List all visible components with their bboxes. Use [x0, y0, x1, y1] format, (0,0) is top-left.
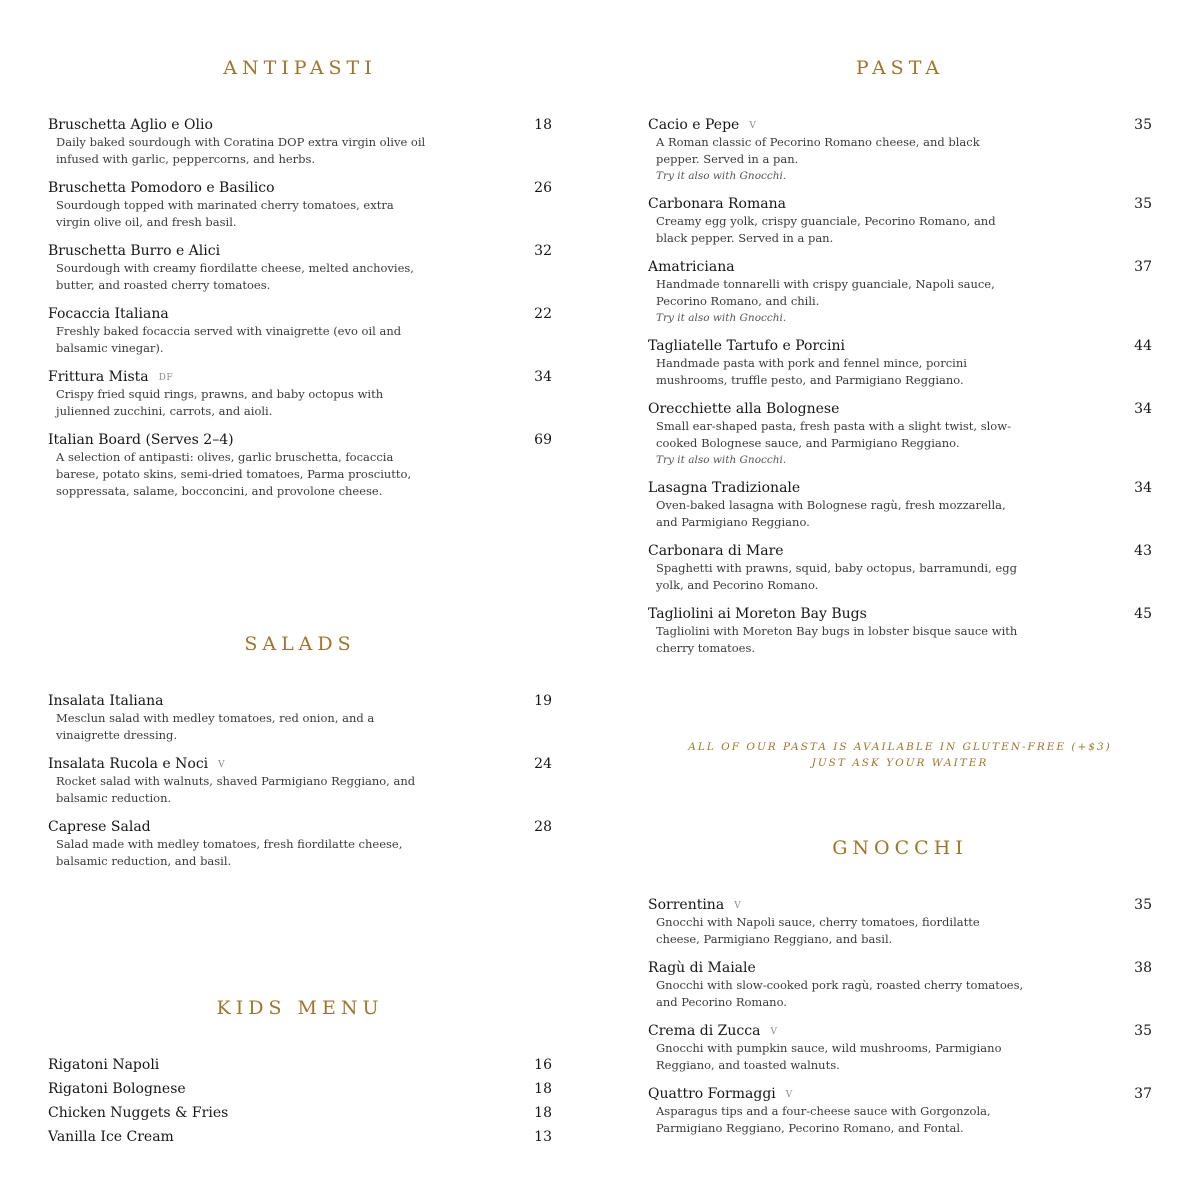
menu-item-description: Handmade pasta with pork and fennel mince, porcini mushrooms, truffle pesto, and Parmigiano Reggiano. — [656, 356, 967, 387]
menu-item-name: Cacio e Pepe — [648, 117, 740, 133]
menu-item — [48, 1054, 552, 1074]
menu-item-price: 18 — [534, 1081, 552, 1097]
menu-item-description: Creamy egg yolk, crispy guanciale, Pecorino Romano, and black pepper. Served in a pan. — [656, 214, 996, 245]
menu-item-title — [648, 193, 786, 212]
dietary-tag: V — [770, 1027, 778, 1037]
menu-item-note: Try it also with Gnocchi. — [656, 170, 787, 182]
menu-item-description: Sourdough topped with marinated cherry tomatoes, extra virgin olive oil, and fresh basil. — [56, 198, 394, 229]
menu-item-price: 38 — [1134, 960, 1152, 976]
menu-item-description: Crispy fried squid rings, prawns, and baby octopus with julienned zucchini, carrots, and aioli. — [56, 387, 384, 418]
menu-item — [48, 816, 552, 870]
menu-item-price: 18 — [534, 117, 552, 133]
menu-item-price: 43 — [1134, 543, 1152, 559]
menu-list-gnocchi — [648, 894, 1152, 1137]
menu-item-price: 45 — [1134, 606, 1152, 622]
menu-item-title — [48, 240, 220, 259]
menu-item-price: 16 — [534, 1057, 552, 1073]
menu-item-name: Sorrentina — [648, 897, 725, 913]
menu-item-name: Quattro Formaggi — [648, 1086, 776, 1102]
menu-item-note: Try it also with Gnocchi. — [656, 312, 787, 324]
menu-item-header — [48, 366, 552, 386]
menu-item-header — [48, 429, 552, 449]
gluten-free-note-line1: ALL OF OUR PASTA IS AVAILABLE IN GLUTEN-FREE (+$3) — [688, 741, 1112, 753]
menu-item — [48, 1078, 552, 1098]
menu-item-price: 37 — [1134, 259, 1152, 275]
menu-list-antipasti — [48, 114, 552, 500]
menu-item — [48, 177, 552, 231]
menu-item-title — [648, 1083, 793, 1102]
menu-item — [648, 193, 1152, 247]
menu-item-name: Crema di Zucca — [648, 1023, 761, 1039]
dietary-tag: V — [734, 901, 742, 911]
menu-item-name: Amatriciana — [648, 259, 735, 275]
menu-item-header — [48, 1102, 552, 1122]
menu-item — [48, 429, 552, 500]
menu-item — [648, 540, 1152, 594]
menu-item-name: Lasagna Tradizionale — [648, 480, 801, 496]
menu-item — [48, 303, 552, 357]
menu-item — [648, 957, 1152, 1011]
section-title-gnocchi: GNOCCHI — [832, 837, 968, 859]
menu-item-title — [48, 303, 169, 322]
menu-item-price: 35 — [1134, 1023, 1152, 1039]
menu-item-header — [648, 193, 1152, 213]
menu-list-kids — [48, 1054, 552, 1146]
menu-item-name: Rigatoni Bolognese — [48, 1081, 186, 1097]
menu-item-header — [648, 256, 1152, 276]
menu-item — [648, 1020, 1152, 1074]
menu-item-header — [48, 1078, 552, 1098]
dietary-tag: V — [749, 121, 757, 131]
menu-item-name: Ragù di Maiale — [648, 960, 756, 976]
dietary-tag: V — [218, 760, 226, 770]
menu-item-price: 34 — [1134, 480, 1152, 496]
menu-item — [648, 256, 1152, 326]
section-antipasti — [48, 56, 552, 509]
section-salads — [48, 632, 552, 879]
menu-item-header — [648, 894, 1152, 914]
menu-item-note: Try it also with Gnocchi. — [656, 454, 787, 466]
menu-item-price: 34 — [534, 369, 552, 385]
menu-item-title — [48, 429, 234, 448]
menu-item-header — [648, 335, 1152, 355]
menu-item-description: Gnocchi with pumpkin sauce, wild mushrooms, Parmigiano Reggiano, and toasted walnuts. — [656, 1041, 1002, 1072]
menu-item-price: 35 — [1134, 117, 1152, 133]
menu-item-title — [648, 256, 735, 275]
section-title-salads: SALADS — [244, 633, 356, 655]
menu-item-description: Gnocchi with slow-cooked pork ragù, roasted cherry tomatoes, and Pecorino Romano. — [656, 978, 1024, 1009]
menu-item — [648, 398, 1152, 468]
dietary-tag: V — [785, 1090, 793, 1100]
menu-item-header — [48, 816, 552, 836]
menu-item-price: 24 — [534, 756, 552, 772]
section-title-kids: KIDS MENU — [216, 997, 384, 1019]
gluten-free-note-line2: JUST ASK YOUR WAITER — [811, 757, 989, 769]
menu-item-price: 34 — [1134, 401, 1152, 417]
menu-item-name: Italian Board (Serves 2–4) — [48, 432, 234, 448]
menu-item-title — [48, 816, 151, 835]
menu-item-title — [648, 957, 756, 976]
menu-item — [48, 1126, 552, 1146]
menu-list-pasta — [648, 114, 1152, 657]
menu-item-price: 28 — [534, 819, 552, 835]
menu-item-price: 35 — [1134, 196, 1152, 212]
menu-item-name: Bruschetta Burro e Alici — [48, 243, 221, 259]
menu-item-name: Bruschetta Aglio e Olio — [48, 117, 213, 133]
menu-item-price: 35 — [1134, 897, 1152, 913]
menu-item-header — [48, 1126, 552, 1146]
menu-item-description: Rocket salad with walnuts, shaved Parmigiano Reggiano, and balsamic reduction. — [56, 774, 416, 805]
gluten-free-note — [648, 739, 1152, 771]
menu-item-price: 13 — [534, 1129, 552, 1145]
menu-item-header — [648, 957, 1152, 977]
menu-item-name: Rigatoni Napoli — [48, 1057, 160, 1073]
menu-item — [648, 335, 1152, 389]
menu-item-price: 37 — [1134, 1086, 1152, 1102]
menu-item-name: Carbonara Romana — [648, 196, 786, 212]
menu-item-name: Insalata Italiana — [48, 693, 164, 709]
menu-item-price: 19 — [534, 693, 552, 709]
menu-item-description: A Roman classic of Pecorino Romano cheese, and black pepper. Served in a pan. — [656, 135, 980, 166]
menu-item-description: Spaghetti with prawns, squid, baby octopus, barramundi, egg yolk, and Pecorino Romano. — [656, 561, 1017, 592]
menu-item-title — [48, 114, 213, 133]
menu-list-salads — [48, 690, 552, 870]
menu-item-title — [648, 540, 784, 559]
menu-item-description: Oven-baked lasagna with Bolognese ragù, fresh mozzarella, and Parmigiano Reggiano. — [656, 498, 1006, 529]
menu-item-name: Frittura Mista — [48, 369, 149, 385]
menu-item-title — [48, 753, 225, 772]
menu-item-title — [48, 1126, 174, 1145]
menu-item-name: Tagliolini ai Moreton Bay Bugs — [648, 606, 867, 622]
menu-item-name: Focaccia Italiana — [48, 306, 169, 322]
menu-item-description: Handmade tonnarelli with crispy guanciale, Napoli sauce, Pecorino Romano, and chili. — [656, 277, 995, 308]
menu-item — [648, 894, 1152, 948]
menu-item-title — [48, 366, 173, 385]
menu-item — [48, 114, 552, 168]
menu-item-name: Orecchiette alla Bolognese — [648, 401, 840, 417]
menu-item-description: Daily baked sourdough with Coratina DOP extra virgin olive oil infused with garlic, peppercorns, and herbs. — [56, 135, 426, 166]
section-gnocchi — [648, 836, 1152, 1146]
menu-item-description: Mesclun salad with medley tomatoes, red onion, and a vinaigrette dressing. — [56, 711, 375, 742]
menu-item-name: Tagliatelle Tartufo e Porcini — [648, 338, 845, 354]
menu-item-header — [648, 1020, 1152, 1040]
menu-item-header — [48, 114, 552, 134]
menu-item-price: 44 — [1134, 338, 1152, 354]
menu-item — [48, 753, 552, 807]
section-title-pasta: PASTA — [855, 57, 945, 79]
menu-item-description: Freshly baked focaccia served with vinaigrette (evo oil and balsamic vinegar). — [56, 324, 402, 355]
menu-item-price: 26 — [534, 180, 552, 196]
menu-item-header — [48, 753, 552, 773]
menu-item-title — [648, 603, 867, 622]
menu-item-description: Salad made with medley tomatoes, fresh fiordilatte cheese, balsamic reduction, and basil. — [56, 837, 403, 868]
menu-item-title — [48, 690, 164, 709]
menu-item-title — [648, 398, 839, 417]
menu-item-header — [648, 1083, 1152, 1103]
menu-item-description: A selection of antipasti: olives, garlic bruschetta, focaccia barese, potato skins, semi-dried tomatoes, Parma prosciutto, soppressata, salame, bocconcini, and provolone cheese. — [56, 450, 412, 498]
menu-item-header — [648, 477, 1152, 497]
menu-item-price: 69 — [534, 432, 552, 448]
menu-item-name: Vanilla Ice Cream — [48, 1129, 174, 1145]
menu-item-description: Sourdough with creamy fiordilatte cheese, melted anchovies, butter, and roasted cherry tomatoes. — [56, 261, 414, 292]
menu-item-name: Carbonara di Mare — [648, 543, 784, 559]
menu-item — [48, 240, 552, 294]
menu-item — [648, 477, 1152, 531]
menu-item-price: 32 — [534, 243, 552, 259]
menu-item-header — [48, 177, 552, 197]
menu-item-title — [48, 1078, 186, 1097]
menu-item-title — [48, 1102, 228, 1121]
menu-item-header — [648, 540, 1152, 560]
dietary-tag: DF — [158, 373, 174, 383]
menu-item-description: Gnocchi with Napoli sauce, cherry tomatoes, fiordilatte cheese, Parmigiano Reggiano, and basil. — [656, 915, 980, 946]
menu-item — [648, 1083, 1152, 1137]
menu-item-header — [48, 1054, 552, 1074]
menu-item — [48, 1102, 552, 1122]
menu-item — [648, 603, 1152, 657]
section-pasta — [648, 56, 1152, 666]
menu-item-price: 18 — [534, 1105, 552, 1121]
menu-item-title — [648, 894, 741, 913]
menu-item-title — [48, 177, 275, 196]
menu-item-title — [48, 1054, 159, 1073]
menu-item — [48, 366, 552, 420]
menu-item-description: Small ear-shaped pasta, fresh pasta with a slight twist, slow-cooked Bolognese sauce, and Parmigiano Reggiano. — [656, 419, 1011, 450]
menu-item-name: Caprese Salad — [48, 819, 151, 835]
menu-item — [648, 114, 1152, 184]
menu-item-title — [648, 1020, 777, 1039]
menu-item — [48, 690, 552, 744]
section-title-antipasti: ANTIPASTI — [223, 57, 377, 79]
menu-item-title — [648, 335, 845, 354]
menu-item-name: Insalata Rucola e Noci — [48, 756, 209, 772]
menu-item-description: Tagliolini with Moreton Bay bugs in lobster bisque sauce with cherry tomatoes. — [656, 624, 1018, 655]
menu-item-header — [48, 240, 552, 260]
menu-item-price: 22 — [534, 306, 552, 322]
menu-item-name: Chicken Nuggets & Fries — [48, 1105, 229, 1121]
section-kids-menu — [48, 996, 552, 1150]
menu-item-header — [48, 303, 552, 323]
menu-item-header — [648, 398, 1152, 418]
menu-item-name: Bruschetta Pomodoro e Basilico — [48, 180, 275, 196]
menu-item-header — [648, 603, 1152, 623]
menu-item-header — [648, 114, 1152, 134]
menu-item-title — [648, 114, 756, 133]
menu-item-title — [648, 477, 800, 496]
menu-item-description: Asparagus tips and a four-cheese sauce with Gorgonzola, Parmigiano Reggiano, Pecorino Romano, and Fontal. — [656, 1104, 991, 1135]
menu-item-header — [48, 690, 552, 710]
